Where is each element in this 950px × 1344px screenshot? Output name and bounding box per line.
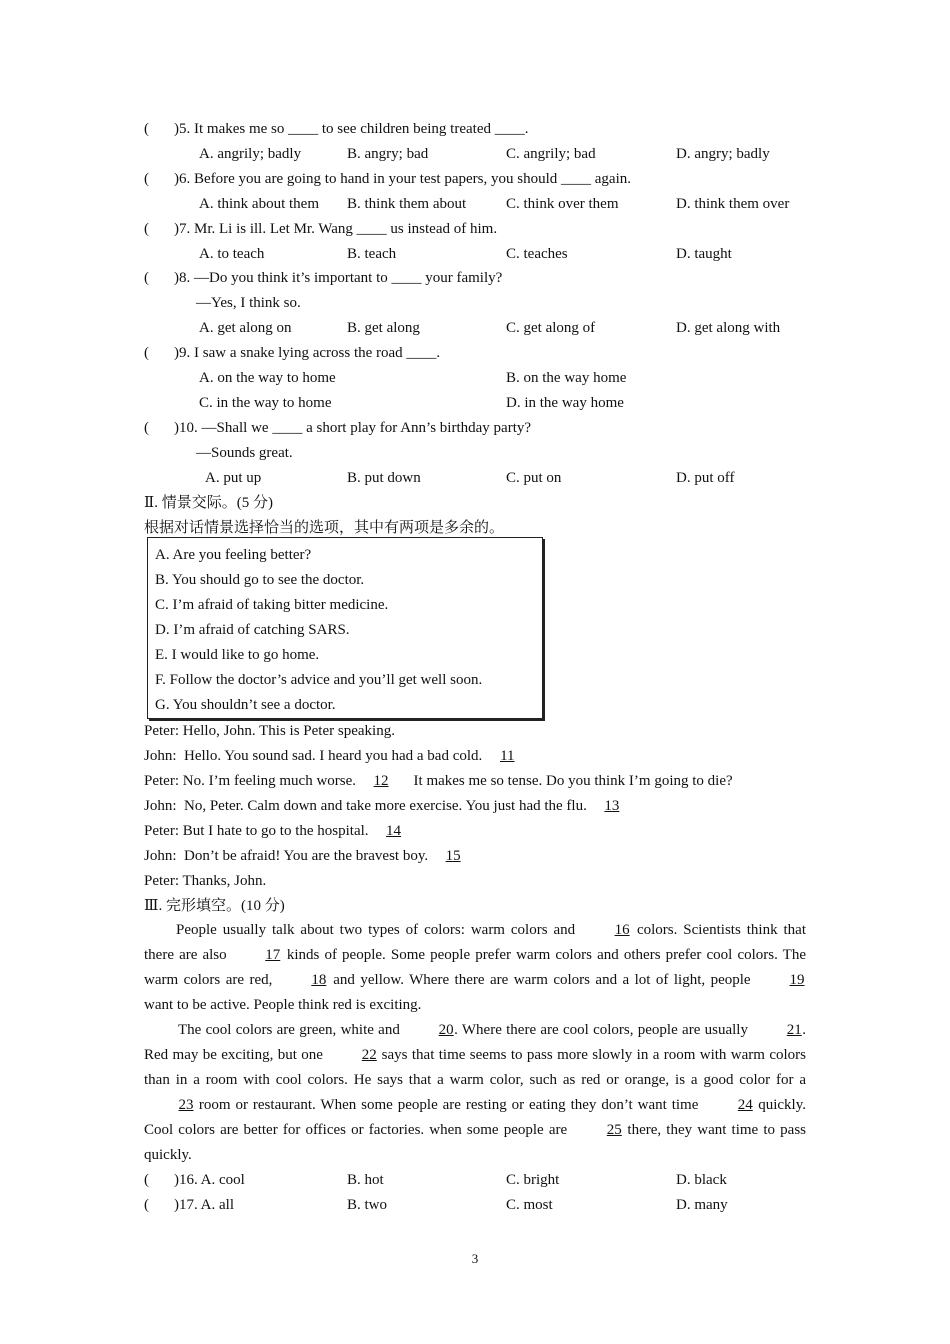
cloze-text: colors. Scientists think that there are also <box>144 922 806 963</box>
answer-option: B. think them about <box>347 196 467 212</box>
cloze-text: there, they want time to pass quickly. <box>144 1122 806 1163</box>
answer-option: A. get along on <box>199 320 292 336</box>
question-text: )8. —Do you think it’s important to ____ your family? <box>174 270 503 286</box>
question-reply: —Sounds great. <box>196 445 293 461</box>
cloze-blank: 24 <box>737 1097 753 1113</box>
cloze-text: . Red may be exciting, but one <box>144 1022 806 1063</box>
cloze-text: and yellow. Where there are warm colors and a lot of light, people <box>327 972 756 988</box>
question-paren: ( <box>144 1172 149 1188</box>
dialog-text: John: Don’t be afraid! You are the bravest boy. <box>144 848 429 864</box>
cloze-paragraph <box>144 918 806 1018</box>
box-option: D. I’m afraid of catching SARS. <box>155 622 350 638</box>
answer-blank: 14 <box>386 823 402 839</box>
question-text: )10. —Shall we ____ a short play for Ann’s birthday party? <box>174 420 532 436</box>
question-paren: ( <box>144 221 149 237</box>
answer-option: A. on the way to home <box>199 370 336 386</box>
dialog-line <box>144 771 733 791</box>
cloze-text: quickly. Cool colors are better for offices or factories. when some people are <box>144 1097 806 1138</box>
box-option: G. You shouldn’t see a doctor. <box>155 697 336 713</box>
dialog-text: John: Hello. You sound sad. I heard you had a bad cold. <box>144 748 483 764</box>
answer-option: D. get along with <box>676 320 781 336</box>
question-paren: ( <box>144 121 149 137</box>
answer-option: B. put down <box>347 470 421 486</box>
question-paren: ( <box>144 345 149 361</box>
box-option: A. Are you feeling better? <box>155 547 312 563</box>
dialog-text: It makes me so tense. Do you think I’m going to die? <box>406 773 733 789</box>
dialog-text: Peter: Thanks, John. <box>144 873 267 889</box>
cloze-blank: 20 <box>438 1022 454 1038</box>
answer-option: D. many <box>676 1197 728 1213</box>
answer-blank: 12 <box>373 773 389 789</box>
page-number: 3 <box>471 1251 479 1266</box>
cloze-blank: 22 <box>361 1047 377 1063</box>
cloze-text: room or restaurant. When some people are resting or eating they don’t want time <box>194 1097 704 1113</box>
answer-option: B. hot <box>347 1172 384 1188</box>
dialog-line <box>144 871 266 891</box>
cloze-blank: 19 <box>789 972 805 988</box>
question-text: )5. It makes me so ____ to see children being treated ____. <box>174 121 529 137</box>
question-text: )6. Before you are going to hand in your test papers, you should ____ again. <box>174 171 631 187</box>
answer-option: A. angrily; badly <box>199 146 302 162</box>
question-text: )16. A. cool <box>174 1172 245 1188</box>
box-option: B. You should go to see the doctor. <box>155 572 365 588</box>
box-option: F. Follow the doctor’s advice and you’ll get well soon. <box>155 672 483 688</box>
cloze-text: People usually talk about two types of colors: warm colors and <box>176 922 582 938</box>
box-option: C. I’m afraid of taking bitter medicine. <box>155 597 389 613</box>
dialog-line <box>144 746 532 766</box>
answer-option: C. put on <box>506 470 562 486</box>
cloze-blank: 23 <box>178 1097 194 1113</box>
question-paren: ( <box>144 171 149 187</box>
answer-option: C. think over them <box>506 196 619 212</box>
answer-option: C. teaches <box>506 246 568 262</box>
answer-option: B. two <box>347 1197 388 1213</box>
dialog-text: Peter: But I hate to go to the hospital. <box>144 823 369 839</box>
cloze-paragraph <box>144 1018 806 1168</box>
answer-option: C. most <box>506 1197 553 1213</box>
box-option: E. I would like to go home. <box>155 647 320 663</box>
answer-option: D. in the way home <box>506 395 624 411</box>
question-text: )9. I saw a snake lying across the road ____. <box>174 345 441 361</box>
answer-option: C. angrily; bad <box>506 146 596 162</box>
answer-blank: 15 <box>445 848 461 864</box>
question-paren: ( <box>144 420 149 436</box>
dialog-line <box>144 846 478 866</box>
cloze-blank: 21 <box>786 1022 802 1038</box>
answer-option: A. think about them <box>199 196 319 212</box>
section-instruction: 根据对话情景选择恰当的选项，其中有两项是多余的。 <box>144 520 505 536</box>
answer-option: D. put off <box>676 470 735 486</box>
cloze-text: want to be active. People think red is exciting. <box>144 997 422 1013</box>
question-reply: —Yes, I think so. <box>196 295 301 311</box>
section-title: Ⅲ. 完形填空。(10 分) <box>144 898 285 914</box>
cloze-blank: 17 <box>265 947 281 963</box>
dialog-text: Peter: Hello, John. This is Peter speaking. <box>144 723 395 739</box>
answer-option: D. angry; badly <box>676 146 770 162</box>
dialog-text: John: No, Peter. Calm down and take more exercise. You just had the flu. <box>144 798 587 814</box>
dialog-line <box>144 796 637 816</box>
answer-option: D. taught <box>676 246 732 262</box>
answer-option: C. get along of <box>506 320 596 336</box>
answer-option: C. bright <box>506 1172 560 1188</box>
answer-option: D. black <box>676 1172 727 1188</box>
answer-option: B. on the way home <box>506 370 627 386</box>
cloze-blank: 16 <box>614 922 630 938</box>
dialog-text: Peter: No. I’m feeling much worse. <box>144 773 357 789</box>
cloze-blank: 18 <box>311 972 327 988</box>
cloze-text: The cool colors are green, white and <box>178 1022 405 1038</box>
question-paren: ( <box>144 1197 149 1213</box>
dialog-line <box>144 721 395 741</box>
answer-option: B. angry; bad <box>347 146 429 162</box>
question-paren: ( <box>144 270 149 286</box>
cloze-text: . Where there are cool colors, people are usually <box>454 1022 753 1038</box>
cloze-blank: 25 <box>606 1122 622 1138</box>
answer-option: A. to teach <box>199 246 265 262</box>
cloze-text: kinds of people. Some people prefer warm colors and others prefer cool colors. The warm colors are red, <box>144 947 806 988</box>
question-text: )17. A. all <box>174 1197 234 1213</box>
answer-blank: 13 <box>604 798 620 814</box>
section-title: Ⅱ. 情景交际。(5 分) <box>144 495 273 511</box>
question-text: )7. Mr. Li is ill. Let Mr. Wang ____ us instead of him. <box>174 221 498 237</box>
answer-option: A. put up <box>205 470 262 486</box>
answer-option: D. think them over <box>676 196 790 212</box>
answer-option: B. get along <box>347 320 420 336</box>
answer-blank: 11 <box>500 748 515 764</box>
cloze-text: says that time seems to pass more slowly in a room with warm colors than in a room with cool colors. He says that a warm color, such as red or orange, is a good color for a <box>144 1047 806 1088</box>
dialog-line <box>144 821 419 841</box>
answer-option: C. in the way to home <box>199 395 332 411</box>
answer-option: B. teach <box>347 246 397 262</box>
